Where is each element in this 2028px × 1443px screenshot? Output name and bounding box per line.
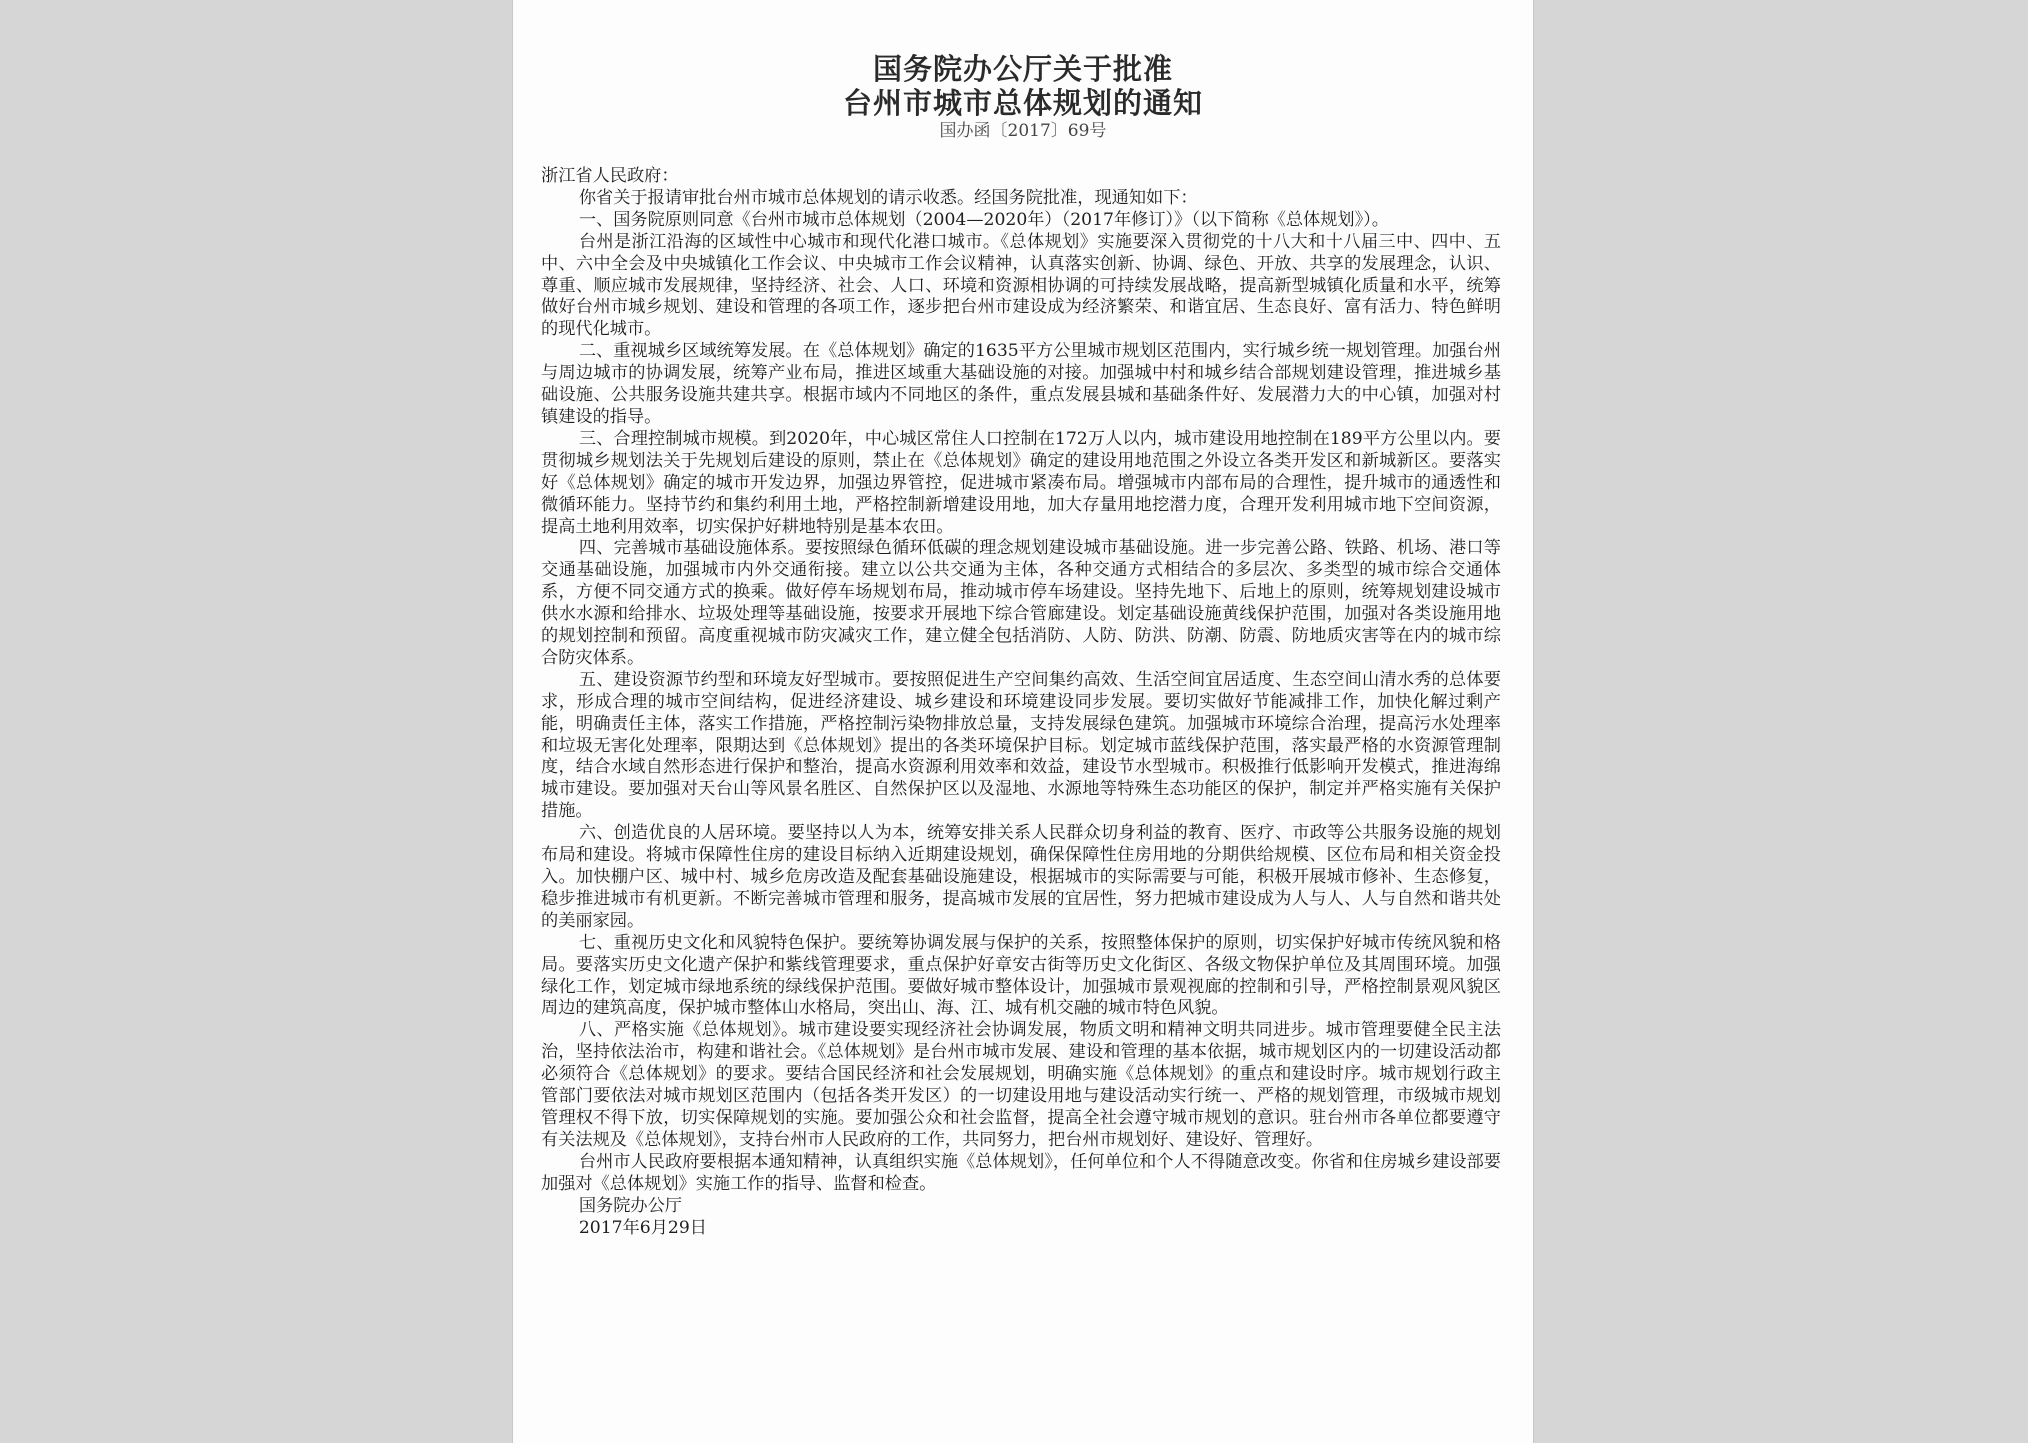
paragraph: 二、重视城乡区域统筹发展。在《总体规划》确定的1635平方公里城市规划区范围内，实行城乡统一规划管理。加强台州与周边城市的协调发展，统筹产业布局，推进区域重大基础设施的对接。加强城中村和城乡结合部规划建设管理，推进城乡基础设施、公共服务设施共建共享。根据市域内不同地区的条件，重点发展县城和基础条件好、发展潜力大的中心镇，加强对村镇建设的指导。 xyxy=(541,341,1501,427)
paragraph: 一、国务院原则同意《台州市城市总体规划（2004—2020年）（2017年修订）》（以下简称《总体规划》）。 xyxy=(578,209,1389,230)
document-page xyxy=(512,0,1534,1443)
paragraph: 四、完善城市基础设施体系。要按照绿色循环低碳的理念规划建设城市基础设施。进一步完善公路、铁路、机场、港口等交通基础设施，加强城市内外交通衔接。建立以公共交通为主体，各种交通方式相结合的多层次、多类型的城市综合交通体系，方便不同交通方式的换乘。做好停车场规划布局，推动城市停车场建设。坚持先地下、后地上的原则，统筹规划建设城市供水水源和给排水、垃圾处理等基础设施，按要求开展地下综合管廊建设。划定基础设施黄线保护范围，加强对各类设施用地的规划控制和预留。高度重视城市防灾减灾工作，建立健全包括消防、人防、防洪、防潮、防震、防地质灾害等在内的城市综合防灾体系。 xyxy=(541,538,1501,668)
paragraph: 七、重视历史文化和风貌特色保护。要统筹协调发展与保护的关系，按照整体保护的原则，切实保护好城市传统风貌和格局。要落实历史文化遗产保护和紫线管理要求，重点保护好章安古街等历史文化街区、各级文物保护单位及其周围环境。加强绿化工作，划定城市绿地系统的绿线保护范围。要做好城市整体设计，加强城市景观视廊的控制和引导，严格控制景观风貌区周边的建筑高度，保护城市整体山水格局，突出山、海、江、城有机交融的城市特色风貌。 xyxy=(541,932,1501,1019)
document-body xyxy=(541,166,1501,1239)
signature-date: 2017年6月29日 xyxy=(578,1217,707,1238)
paragraph: 三、合理控制城市规模。到2020年，中心城区常住人口控制在172万人以内，城市建设用地控制在189平方公里以内。要贯彻城乡规划法关于先规划后建设的原则，禁止在《总体规划》确定的建设用地范围之外设立各类开发区和新城新区。要落实好《总体规划》确定的城市开发边界，加强边界管控，促进城市紧凑布局。增强城市内部布局的合理性，提升城市的通透性和微循环能力。坚持节约和集约利用土地，严格控制新增建设用地，加大存量用地挖潜力度，合理开发利用城市地下空间资源，提高土地利用效率，切实保护好耕地特别是基本农田。 xyxy=(541,428,1501,537)
paragraph: 你省关于报请审批台州市城市总体规划的请示收悉。经国务院批准，现通知如下： xyxy=(578,187,1198,208)
document-title-line-2: 台州市城市总体规划的通知 xyxy=(842,86,1203,120)
paragraph: 台州市人民政府要根据本通知精神，认真组织实施《总体规划》，任何单位和个人不得随意改变。你省和住房城乡建设部要加强对《总体规划》实施工作的指导、监督和检查。 xyxy=(541,1151,1501,1194)
signer: 国务院办公厅 xyxy=(578,1195,682,1216)
paragraph: 八、严格实施《总体规划》。城市建设要实现经济社会协调发展，物质文明和精神文明共同进步。城市管理要健全民主法治，坚持依法治市，构建和谐社会。《总体规划》是台州市城市发展、建设和管理的基本依据，城市规划区内的一切建设活动都必须符合《总体规划》的要求。要结合国民经济和社会发展规划，明确实施《总体规划》的重点和建设时序。城市规划行政主管部门要依法对城市规划区范围内（包括各类开发区）的一切建设用地与建设活动实行统一、严格的规划管理，市级城市规划管理权不得下放，切实保障规划的实施。要加强公众和社会监督，提高全社会遵守城市规划的意识。驻台州市各单位都要遵守有关法规及《总体规划》，支持台州市人民政府的工作，共同努力，把台州市规划好、建设好、管理好。 xyxy=(541,1020,1501,1150)
document-title-line-1: 国务院办公厅关于批准 xyxy=(872,52,1173,86)
paragraph: 六、创造优良的人居环境。要坚持以人为本，统筹安排关系人民群众切身利益的教育、医疗、市政等公共服务设施的规划布局和建设。将城市保障性住房的建设目标纳入近期建设规划，确保保障性住房用地的分期供给规模、区位布局和相关资金投入。加快棚户区、城中村、城乡危房改造及配套基础设施建设，根据城市的实际需要与可能，积极开展城市修补、生态修复，稳步推进城市有机更新。不断完善城市管理和服务，提高城市发展的宜居性，努力把城市建设成为人与人、人与自然和谐共处的美丽家园。 xyxy=(541,823,1501,931)
addressee: 浙江省人民政府： xyxy=(541,166,679,186)
paragraph: 台州是浙江沿海的区域性中心城市和现代化港口城市。《总体规划》实施要深入贯彻党的十八大和十八届三中、四中、五中、六中全会及中央城镇化工作会议、中央城市工作会议精神，认真落实创新、协调、绿色、开放、共享的发展理念，认识、尊重、顺应城市发展规律，坚持经济、社会、人口、环境和资源相协调的可持续发展战略，提高新型城镇化质量和水平，统筹做好台州市城乡规划、建设和管理的各项工作，逐步把台州市建设成为经济繁荣、和谐宜居、生态良好、富有活力、特色鲜明的现代化城市。 xyxy=(541,231,1501,340)
document-number: 国办函〔2017〕69号 xyxy=(939,121,1107,141)
paragraph: 五、建设资源节约型和环境友好型城市。要按照促进生产空间集约高效、生活空间宜居适度、生态空间山清水秀的总体要求，形成合理的城市空间结构，促进经济建设、城乡建设和环境建设同步发展。要切实做好节能减排工作，加快化解过剩产能，明确责任主体，落实工作措施，严格控制污染物排放总量，支持发展绿色建筑。加强城市环境综合治理，提高污水处理率和垃圾无害化处理率，限期达到《总体规划》提出的各类环境保护目标。划定城市蓝线保护范围，落实最严格的水资源管理制度，结合水域自然形态进行保护和整治，提高水资源利用效率和效益，建设节水型城市。积极推行低影响开发模式，推进海绵城市建设。要加强对天台山等风景名胜区、自然保护区以及湿地、水源地等特殊生态功能区的保护，制定并严格实施有关保护措施。 xyxy=(541,669,1501,822)
